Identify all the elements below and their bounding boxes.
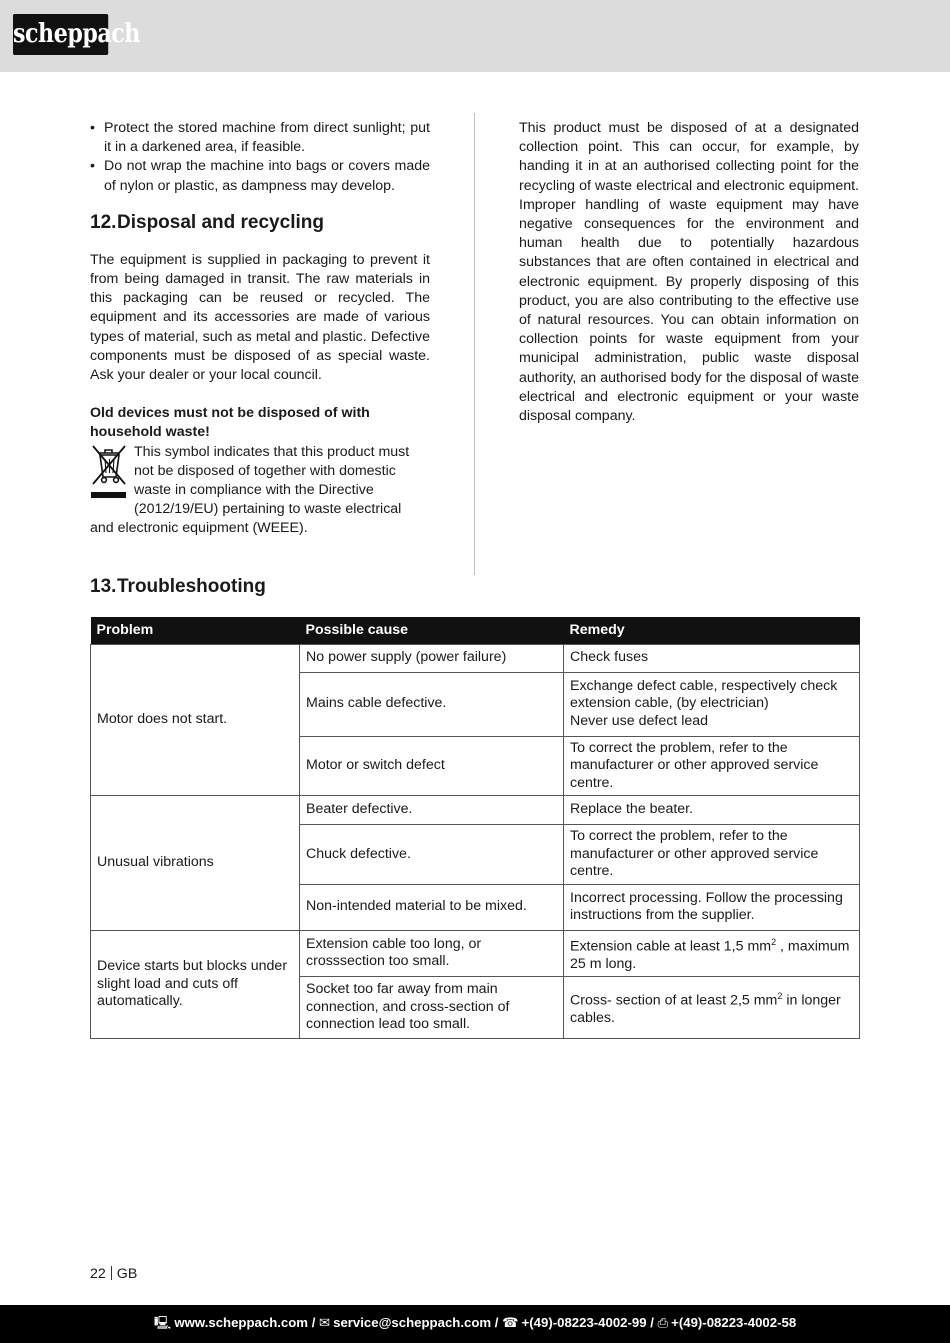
remedy-cell: Exchange defect cable, respectively check extension cable, (by electrician) Never use defect lead [564,672,860,736]
cause-cell: Extension cable too long, or crosssection too small. [300,930,564,977]
remedy-cell [564,930,860,977]
footer-separator: / [650,1315,654,1330]
table-row [91,644,860,672]
phone-icon: ☎ [502,1315,519,1330]
section-title: Troubleshooting [117,576,266,597]
collection-point-paragraph: This product must be disposed of at a designated collection point. This can occur, for example, by handing it in at an authorised collecting point for the recycling of waste electrical and electronic equipment. Improper handling of waste equipment may have negative consequences for the environment and human health due to potentially hazardous substances that are often contained in electrical and electronic equipment. By properly disposing of this product, you are also contributing to the effective use of natural resources. You can obtain information on collection points for waste equipment from your municipal administration, public waste disposal authority, an authorised body for the disposal of waste electrical and electronic equipment or your waste disposal company. [519,120,859,425]
problem-cell: Unusual vibrations [91,796,300,931]
email-icon: ✉ [319,1315,331,1330]
remedy-cell [564,977,860,1039]
crossed-out-wheelie-bin-icon [90,443,127,499]
remedy-cell: To correct the problem, refer to the manufacturer or other approved service centre. [564,736,860,796]
column-header-cause: Possible cause [300,617,564,644]
household-waste-warning: Old devices must not be disposed of with household waste! [90,405,370,441]
email-link[interactable]: service@scheppach.com [333,1315,492,1330]
cause-cell: Beater defective. [300,796,564,825]
section-number: 12. [90,211,117,233]
weee-block [90,443,430,539]
website-link[interactable]: www.scheppach.com [174,1315,309,1330]
remedy-cell: Check fuses [564,644,860,672]
table-row [91,930,860,977]
remedy-cell: Incorrect processing. Follow the processing instructions from the supplier. [564,884,860,930]
disposal-paragraph: The equipment is supplied in packaging to prevent it from being damaged in transit. The raw materials in this packaging can be reused or recycled. The equipment and its accessories are made of various types of material, such as metal and plastic. Defective components must be disposed of as special waste. Ask your dealer or your local council. [90,251,430,384]
section-number: 13. [90,576,117,597]
page-number-separator [111,1266,112,1280]
brand-logo: scheppach [13,14,108,55]
cause-cell: Socket too far away from main connection, and cross-section of connection lead too small. [300,977,564,1039]
table-row [91,796,860,825]
section-12-heading [90,211,430,235]
remedy-text: in longer cables. [570,992,841,1027]
page-number-value: 22 [90,1266,106,1282]
troubleshooting-table [90,617,860,1039]
footer-bar [0,1305,950,1343]
superscript: 2 [771,936,777,947]
cause-cell: No power supply (power failure) [300,644,564,672]
superscript: 2 [777,990,783,1001]
fax-number: +(49)-08223-4002-58 [671,1315,797,1330]
weee-text-line: (2012/19/EU) pertaining to waste electrical [134,501,402,518]
section-13-heading [90,575,266,599]
bullet-item: • Protect the stored machine from direct sunlight; put it in a darkened area, if feasible. [90,119,430,157]
header-band [0,0,950,72]
weee-text-line: waste in compliance with the Directive [134,482,374,499]
footer-separator: / [494,1315,499,1330]
column-divider [474,113,475,575]
cause-cell: Motor or switch defect [300,736,564,796]
problem-cell: Motor does not start. [91,644,300,796]
column-header-problem: Problem [91,617,300,644]
weee-text-line: not be disposed of together with domestic [134,462,396,479]
cause-cell: Chuck defective. [300,825,564,885]
weee-text-line: and electronic equipment (WEEE). [90,520,308,537]
bullet-item: • Do not wrap the machine into bags or covers made of nylon or plastic, as dampness may develop. [90,157,430,195]
right-column [519,119,859,426]
fax-icon: ⎙ [657,1315,669,1330]
problem-cell: Device starts but blocks under slight load and cuts off automatically. [91,930,300,1039]
phone-number: +(49)-08223-4002-99 [521,1315,647,1330]
left-column [90,119,430,539]
remedy-text: Cross- section of at least 2,5 mm [570,992,778,1009]
computer-icon: 🖳 [153,1315,172,1330]
footer-separator: / [311,1315,316,1330]
remedy-text: Extension cable at least 1,5 mm [570,938,772,955]
cause-cell: Non-intended material to be mixed. [300,884,564,930]
remedy-text: , maximum 25 m long. [570,938,850,972]
remedy-cell: To correct the problem, refer to the manufacturer or other approved service centre. [564,825,860,885]
cause-cell: Mains cable defective. [300,672,564,736]
remedy-cell: Replace the beater. [564,796,860,825]
section-title: Disposal and recycling [117,211,324,233]
page-number [90,1265,137,1283]
weee-text-line: This symbol indicates that this product must [134,443,410,460]
column-header-remedy: Remedy [564,617,860,644]
page-language: GB [116,1266,138,1282]
table-header-row [91,617,860,644]
